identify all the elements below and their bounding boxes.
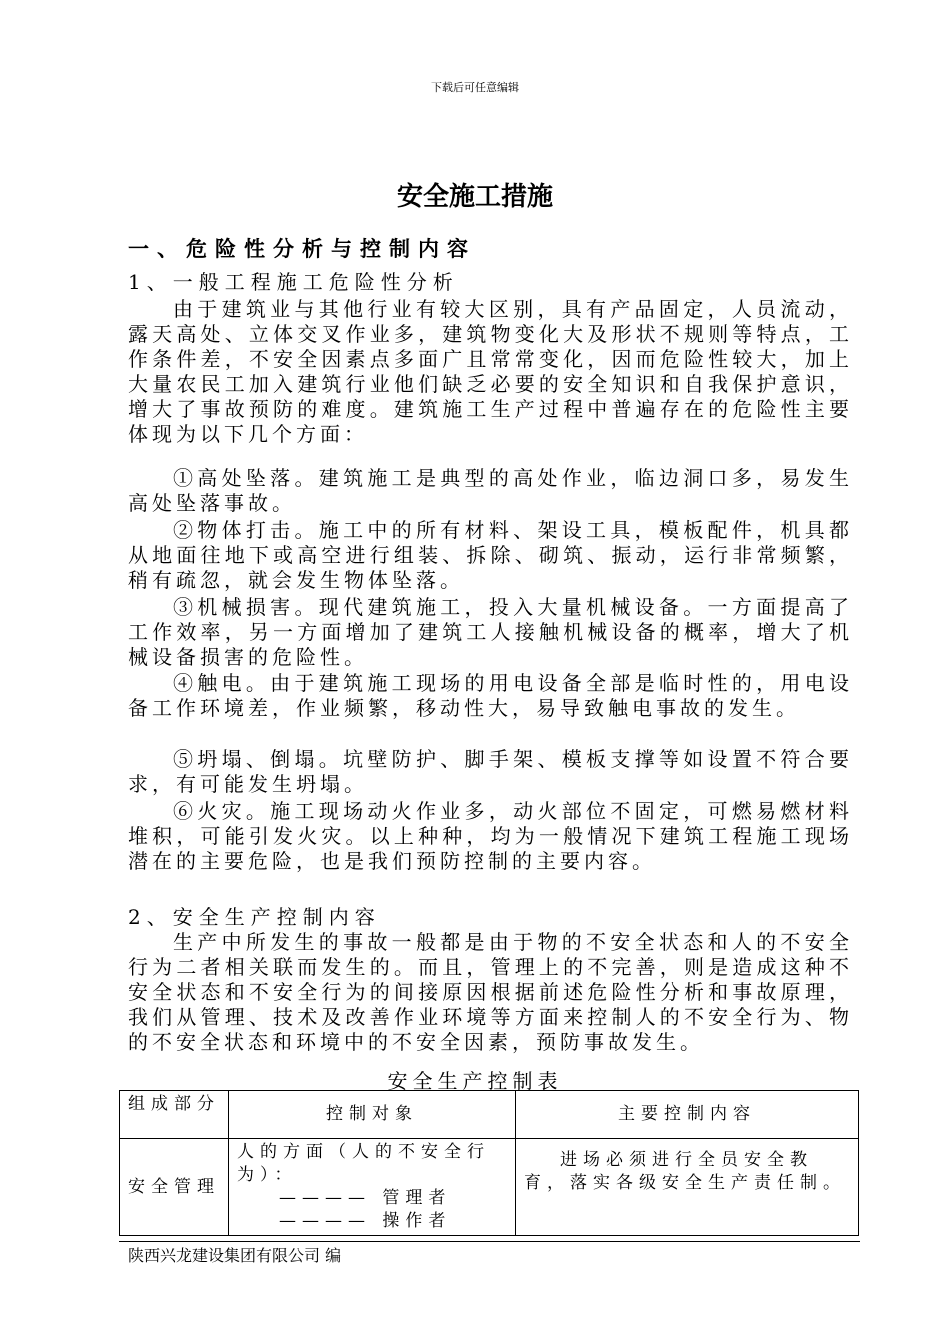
hazard-item-3: ③机械损害。现代建筑施工，投入大量机械设备。一方面提高了工作效率，另一方面增加了建筑工人接触机械设备的概率，增大了机械设备损害的危险性。 <box>128 595 853 669</box>
control-paragraph: 生产中所发生的事故一般都是由于物的不安全状态和人的不安全行为二者相关联而发生的。而且，管理上的不完善，则是造成这种不安全状态和不安全行为的间接原因根据前述危险性分析和事故原理，我们从管理、技术及改善作业环境等方面来控制人的不安全行为、物的不安全状态和环境中的不安全因素，预防事故发生。 <box>128 930 853 1054</box>
intro-paragraph: 由于建筑业与其他行业有较大区别，具有产品固定，人员流动，露天高处、立体交叉作业多，建筑物变化大及形状不规则等特点，工作条件差，不安全因素点多面广且常常变化，因而危险性较大，加上大量农民工加入建筑行业他们缺乏必要的安全知识和自我保护意识，增大了事故预防的难度。建筑施工生产过程中普遍存在的危险性主要体现为以下几个方面： <box>128 297 853 446</box>
header-content: 主要控制内容 <box>516 1091 859 1139</box>
table-row <box>120 1139 859 1236</box>
hazard-item-4: ④触电。由于建筑施工现场的用电设备全部是临时性的，用电设备工作环境差，作业频繁，移动性大，易导致触电事故的发生。 <box>128 671 853 720</box>
cell-part: 安全管理 <box>120 1139 229 1236</box>
object-title: 人的方面（人的不安全行为）： <box>237 1142 490 1185</box>
subsection-heading-2: 2、安全生产控制内容 <box>128 905 381 929</box>
hazard-item-2: ②物体打击。施工中的所有材料、架设工具，模板配件，机具都从地面往地下或高空进行组装、拆除、砌筑、振动，运行非常频繁，稍有疏忽，就会发生物体坠落。 <box>128 518 853 592</box>
footer-divider <box>119 1241 860 1242</box>
cell-object <box>229 1139 516 1236</box>
header-part: 组成部分 <box>120 1091 229 1139</box>
page-title: 安全施工措施 <box>396 182 553 212</box>
header-note: 下载后可任意编辑 <box>431 81 519 94</box>
cell-content: 进场必须进行全员安全教育，落实各级安全生产责任制。 <box>516 1139 859 1236</box>
table-header-row <box>120 1091 859 1139</box>
section-heading: 一、危险性分析与控制内容 <box>128 237 476 261</box>
hazard-item-5: ⑤坍塌、倒塌。坑壁防护、脚手架、模板支撑等如设置不符合要求，有可能发生坍塌。 <box>128 747 853 796</box>
object-item-manager: ———— 管理者 <box>279 1188 452 1208</box>
hazard-item-6: ⑥火灾。施工现场动火作业多，动火部位不固定，可燃易燃材料堆积，可能引发火灾。以上种种，均为一般情况下建筑工程施工现场潜在的主要危险，也是我们预防控制的主要内容。 <box>128 799 853 873</box>
subsection-heading-1: 1、一般工程施工危险性分析 <box>128 270 459 294</box>
object-item-operator: ———— 操作者 <box>279 1211 452 1231</box>
header-object: 控制对象 <box>229 1091 516 1139</box>
hazard-item-1: ①高处坠落。建筑施工是典型的高处作业，临边洞口多，易发生高处坠落事故。 <box>128 466 853 515</box>
control-table <box>119 1090 859 1236</box>
table-caption: 安全生产控制表 <box>387 1069 563 1093</box>
footer-company: 陕西兴龙建设集团有限公司 编 <box>128 1246 342 1265</box>
